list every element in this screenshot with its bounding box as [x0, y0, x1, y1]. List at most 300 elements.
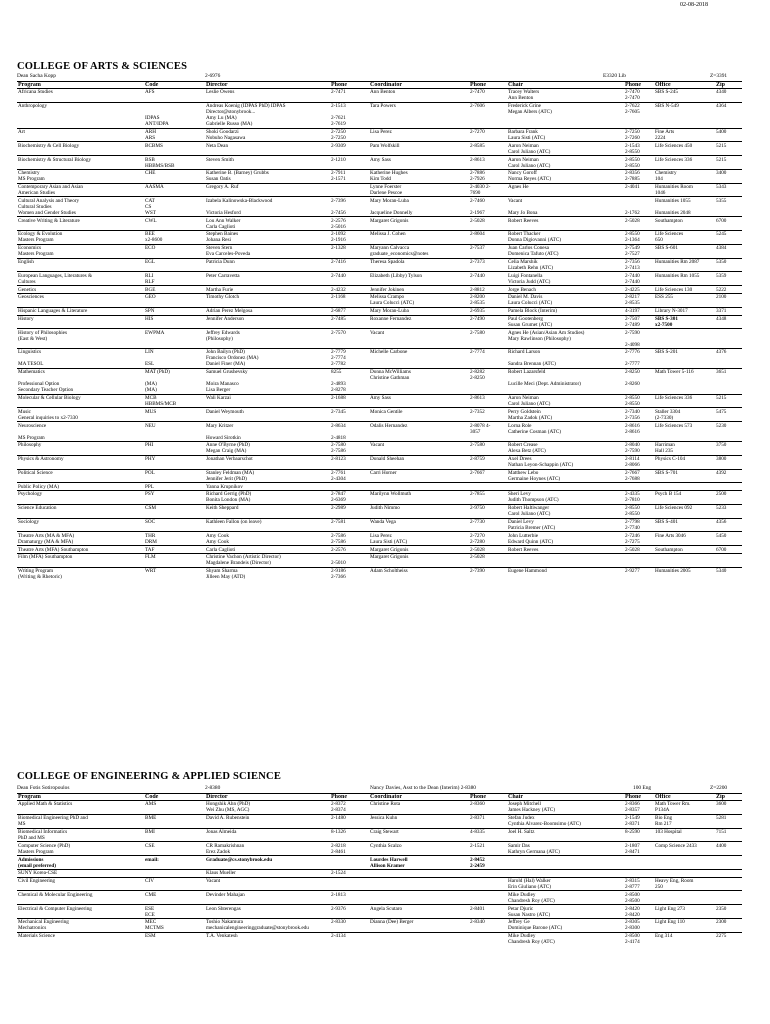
- cell-director-phone: 2-8634 2-4818: [330, 422, 369, 442]
- cell-coordinator-phone: 2-5028: [469, 217, 507, 231]
- cell-coordinator: Marilynn Wollmuth: [369, 491, 469, 505]
- cell-chair: Axel Drees Nathan Leyon-Schappin (ATC): [507, 455, 624, 469]
- cell-zip: 3651: [715, 368, 742, 394]
- eng-asst: Nancy Davies, Asst to the Dean (Interim) 2-8380: [370, 785, 476, 791]
- cell-program: Science Education: [17, 504, 144, 518]
- cell-coordinator-phone: 2-7270 2-7280: [469, 532, 507, 546]
- cell-chair-phone: 2-1762: [624, 197, 654, 217]
- cell-zip: 5400: [715, 128, 742, 142]
- table-row: [17, 518, 742, 532]
- cell-coordinator-phone: 2-8200 2-8535: [469, 293, 507, 307]
- cell-zip: 4340: [715, 89, 742, 103]
- cell-zip: 3400: [715, 169, 742, 183]
- cell-coordinator: Elizabeth (Libby) Tylson: [369, 272, 469, 286]
- cell-office: [654, 891, 715, 905]
- arts-dean-line: [17, 72, 742, 81]
- cell-coordinator: Vacant: [369, 329, 469, 349]
- cell-program: Biochemistry & Structural Biology: [17, 156, 144, 170]
- cell-coordinator: Margaret Grigonis: [369, 217, 469, 231]
- cell-director: Adrian Perez Melgosa: [205, 307, 330, 315]
- cell-director: Stephen Baines Johana Resi: [205, 231, 330, 245]
- cell-coordinator-phone: 2-8340: [469, 919, 507, 933]
- cell-chair: Richard Larson Sandra Brennan (ATC): [507, 349, 624, 369]
- cell-coordinator-phone: 2-7774: [469, 349, 507, 369]
- cell-director-phone: 2-7485: [330, 315, 369, 329]
- cell-director: Mary Kritzer Howard Sirotkin: [205, 422, 330, 442]
- cell-zip: 4392: [715, 469, 742, 483]
- cell-director: Steven Stern Eva Carceles-Poveda: [205, 244, 330, 258]
- cell-director-phone: 2-9376: [330, 905, 369, 919]
- cell-office: Staller 3304 (2-7330): [654, 408, 715, 422]
- cell-office: Life Sciences 450: [654, 142, 715, 156]
- cell-code: MAT (PhD) (MA) (MA): [144, 368, 205, 394]
- cell-coordinator-phone: 2-7886 2-7926: [469, 169, 507, 183]
- cell-chair: Jeffrey Ge Dominique Barone (ATC): [507, 919, 624, 933]
- cell-director: Shoki Goodarzi Nobuho Nagasawa: [205, 128, 330, 142]
- cell-director: Carla Caglioti: [205, 546, 330, 554]
- cell-director-phone: 2-1480: [330, 814, 369, 828]
- cell-chair-phone: 2-7250 2-7260: [624, 128, 654, 142]
- cell-program: Biochemistry & Cell Biology: [17, 142, 144, 156]
- cell-director-phone: 2-7581: [330, 518, 369, 532]
- cell-chair: Aaron Neiman Carol Juliano (ATC): [507, 156, 624, 170]
- cell-chair: Lorna Role Catherine Cosman (ATC): [507, 422, 624, 442]
- eng-zip: Z=2200: [710, 785, 728, 791]
- cell-director: Kathleen Fallon (on leave): [205, 518, 330, 532]
- cell-code: SOC: [144, 518, 205, 532]
- eng-dean: Dean Fotis Sotiropoulos: [17, 785, 70, 791]
- cell-coordinator: Mary Moran-Luba Jacqueline Donnelly: [369, 197, 469, 217]
- table-row: [17, 891, 742, 905]
- cell-chair: John Lutterbie Edward Quinn (ATC): [507, 532, 624, 546]
- cell-director: Shyam Sharma Jilleen May (ATD): [205, 567, 330, 580]
- cell-chair: Robert Reeves: [507, 546, 624, 554]
- cell-chair: [507, 869, 624, 877]
- cell-chair-phone: 8-2590: [624, 828, 654, 842]
- arts-header-office: Office: [654, 82, 715, 89]
- cell-zip: 4356: [715, 518, 742, 532]
- cell-director-phone: 2-8123: [330, 455, 369, 469]
- cell-chair: Stefan Judex Cynthia Alvarez-Boomsimo (ATC): [507, 814, 624, 828]
- table-row: [17, 349, 742, 369]
- cell-chair-phone: 2-4335 2-7810: [624, 491, 654, 505]
- cell-zip: 7151: [715, 828, 742, 842]
- arts-zip: Z=3391: [710, 73, 728, 79]
- cell-zip: [715, 554, 742, 568]
- cell-zip: 5215: [715, 156, 742, 170]
- cell-office: Bio Eng Rm 217: [654, 814, 715, 828]
- cell-office: Humanities Rm 1055: [654, 272, 715, 286]
- cell-code: HIS: [144, 315, 205, 329]
- table-row: [17, 828, 742, 842]
- cell-code: SPN: [144, 307, 205, 315]
- cell-chair: Robert Haltiwanger Carol Juliano (ATC): [507, 504, 624, 518]
- cell-zip: 2100: [715, 293, 742, 307]
- cell-program: Biomedical Informatics PhD and MS: [17, 828, 144, 842]
- cell-coordinator: Angela Scutaro: [369, 905, 469, 919]
- cell-code: BME: [144, 814, 205, 828]
- cell-program: Music General inquiries to x2-7330: [17, 408, 144, 422]
- table-row: [17, 814, 742, 828]
- cell-chair-phone: [624, 554, 654, 568]
- cell-chair-phone: 2-7590 2-4098: [624, 329, 654, 349]
- cell-program: Geosciences: [17, 293, 144, 307]
- arts-dean-phone: 2-6976: [205, 73, 221, 79]
- cell-coordinator-phone: 2-7490: [469, 315, 507, 329]
- cell-coordinator-phone: 2-7270: [469, 128, 507, 142]
- table-row: [17, 394, 742, 408]
- cell-chair-phone: 2-4041: [624, 183, 654, 197]
- cell-coordinator: Margaret Grigonis: [369, 554, 469, 568]
- cell-director-phone: 2-7779 2-7774 2-7782: [330, 349, 369, 369]
- arts-header-director: Director: [205, 82, 330, 89]
- cell-coordinator-phone: 2-8613: [469, 394, 507, 408]
- cell-coordinator-phone: [469, 932, 507, 945]
- cell-chair-phone: [624, 856, 654, 870]
- cell-program: Molecular & Cellular Biology: [17, 394, 144, 408]
- table-row: [17, 258, 742, 272]
- cell-coordinator-phone: [469, 877, 507, 891]
- cell-coordinator: Melissa J. Cohen: [369, 231, 469, 245]
- cell-coordinator: Craig Stewart: [369, 828, 469, 842]
- table-row: [17, 128, 742, 142]
- cell-director: Jonas Almeida: [205, 828, 330, 842]
- cell-zip: 3371: [715, 307, 742, 315]
- cell-director-phone: 2-1513 2-7621 2-7619: [330, 102, 369, 128]
- cell-program: Mathematics Professional Option Secondary Teacher Option: [17, 368, 144, 394]
- cell-coordinator-phone: 2-8613: [469, 156, 507, 170]
- cell-chair-phone: 2-7776 2-7777: [624, 349, 654, 369]
- cell-coordinator: [369, 932, 469, 945]
- eng-header-director: Director: [205, 794, 330, 801]
- cell-chair-phone: 2-8500 2-8500: [624, 891, 654, 905]
- cell-director: Devinder Mahajan: [205, 891, 330, 905]
- cell-program: Neuroscience MS Program: [17, 422, 144, 442]
- cell-director-phone: 2-7570: [330, 329, 369, 349]
- cell-chair: Samir Das Kathryn Germana (ATC): [507, 842, 624, 856]
- cell-program: Mechanical Engineering Mechatronics: [17, 919, 144, 933]
- cell-office: Humanities Room 1046: [654, 183, 715, 197]
- cell-coordinator: Mary Moran-Luba: [369, 307, 469, 315]
- cell-chair-phone: 2-7622 2-7605: [624, 102, 654, 128]
- cell-director: Hongshik Ahn (PhD) Wei Zhu (MS, AGC): [205, 801, 330, 815]
- table-row: [17, 197, 742, 217]
- cell-code: [144, 869, 205, 877]
- cell-director-phone: 2-7761 2-4304: [330, 469, 369, 483]
- cell-program: History of Philosophies (East & West): [17, 329, 144, 349]
- cell-director: Timothy Glotch: [205, 293, 330, 307]
- cell-zip: [715, 856, 742, 870]
- cell-chair: [507, 554, 624, 568]
- cell-coordinator: Jessica Kuhn: [369, 814, 469, 828]
- cell-zip: 3750: [715, 441, 742, 455]
- cell-code: ARH ARS: [144, 128, 205, 142]
- cell-office: SBS S-401: [654, 518, 715, 532]
- cell-zip: 4400: [715, 842, 742, 856]
- cell-zip: 5343: [715, 183, 742, 197]
- cell-coordinator-phone: 2-8078 4- 3057: [469, 422, 507, 442]
- cell-coordinator: Lisa Perez: [369, 128, 469, 142]
- cell-director: Christine Vachon (Artistic Director) Magdalene Brandeis (Director): [205, 554, 330, 568]
- cell-coordinator-phone: 2-5028: [469, 546, 507, 554]
- cell-coordinator: Dianna (Dee) Berger: [369, 919, 469, 933]
- cell-zip: [715, 483, 742, 491]
- cell-zip: [715, 891, 742, 905]
- cell-coordinator: Melissa Crampo Laura Colucci (ATC): [369, 293, 469, 307]
- table-row: [17, 286, 742, 294]
- cell-director-phone: 2-2576 2-5016: [330, 217, 369, 231]
- cell-office: Life Sciences 336: [654, 394, 715, 408]
- table-row: [17, 483, 742, 491]
- cell-director: Jonathan Verbaarschot: [205, 455, 330, 469]
- table-row: [17, 142, 742, 156]
- cell-program: Civil Engineering: [17, 877, 144, 891]
- cell-office: Library N-3017: [654, 307, 715, 315]
- eng-header-coordinator-phone: Phone: [469, 794, 507, 801]
- cell-office: Math Tower 5-116: [654, 368, 715, 394]
- cell-director: Lou Ann Walker Carla Caglioti: [205, 217, 330, 231]
- cell-zip: 5450: [715, 532, 742, 546]
- cell-director: Toshio Nakamura mechanicalengineeringgraduate@stonybrook.edu: [205, 919, 330, 933]
- cell-zip: 4348: [715, 315, 742, 329]
- table-row: [17, 919, 742, 933]
- cell-director-phone: 2-7250 2-7250: [330, 128, 369, 142]
- cell-coordinator: Tara Powers: [369, 102, 469, 128]
- cell-chair: Frederick Grine Megan Albers (ATC): [507, 102, 624, 128]
- cell-chair: Petar Djuric Susan Nastro (ATC): [507, 905, 624, 919]
- cell-coordinator: Lynne Foerster Darlene Pescoe: [369, 183, 469, 197]
- cell-coordinator: Carri Horner: [369, 469, 469, 483]
- cell-coordinator-phone: 2-9750: [469, 504, 507, 518]
- cell-chair: Matthew Lebo Germaine Hoynes (ATC): [507, 469, 624, 483]
- cell-chair-phone: 2-8217 2-8535: [624, 293, 654, 307]
- table-row: [17, 532, 742, 546]
- cell-coordinator: [369, 483, 469, 491]
- cell-chair: Joseph Mitchell James Hackney (ATC): [507, 801, 624, 815]
- cell-director: Katherine B. (Barney) Grubbs Susan Oatis: [205, 169, 330, 183]
- cell-zip: 6700: [715, 546, 742, 554]
- arts-header-row: [17, 82, 742, 89]
- cell-coordinator-phone: 4-8335: [469, 828, 507, 842]
- cell-code: BEE x2-8600: [144, 231, 205, 245]
- cell-program: Electrical & Computer Engineering: [17, 905, 144, 919]
- cell-zip: 5215: [715, 394, 742, 408]
- cell-coordinator-phone: 2-7352: [469, 408, 507, 422]
- cell-program: Genetics: [17, 286, 144, 294]
- cell-program: Contemporary Asian and Asian American Studies: [17, 183, 144, 197]
- cell-zip: 2500: [715, 491, 742, 505]
- cell-program: Physics & Astronomy: [17, 455, 144, 469]
- cell-chair: Aaron Neiman Carol Juliano (ATC): [507, 394, 624, 408]
- cell-office: Life Sciences 336: [654, 156, 715, 170]
- table-row: [17, 217, 742, 231]
- cell-coordinator-phone: 2-8401: [469, 905, 507, 919]
- cell-chair: Nancy Goroff Norma Reyes (ATC): [507, 169, 624, 183]
- eng-room: 100 Eng: [633, 785, 652, 791]
- cell-zip: 5215: [715, 142, 742, 156]
- cell-program: Cultural Analysis and Theory Cultural Studies Women and Gender Studies: [17, 197, 144, 217]
- cell-coordinator-phone: 2-8604: [469, 231, 507, 245]
- cell-office: Light Eng 273: [654, 905, 715, 919]
- cell-director: Leslie Owens: [205, 89, 330, 103]
- cell-program: SUNY Korea-CSE: [17, 869, 144, 877]
- cell-code: CWL: [144, 217, 205, 231]
- cell-program: Theatre Arts (MFA) Southampton: [17, 546, 144, 554]
- table-row: [17, 183, 742, 197]
- cell-director: Peter Carravetta: [205, 272, 330, 286]
- cell-chair: Celia Marshik Lizabeth Rehn (ATC): [507, 258, 624, 272]
- cell-chair-phone: 2-7356 2-7413: [624, 258, 654, 272]
- cell-chair-phone: 2-8305 2-8300: [624, 919, 654, 933]
- cell-director: Graduate@cs.stonybrook.edu: [205, 856, 330, 870]
- cell-code: THR DRM: [144, 532, 205, 546]
- cell-program: Africana Studies: [17, 89, 144, 103]
- eng-dean-phone: 2-8380: [205, 785, 221, 791]
- cell-director: Yanna Krupnikov: [205, 483, 330, 491]
- cell-code: LIN ESL: [144, 349, 205, 369]
- cell-chair: Sheri Levy Judith Thompson (ATC): [507, 491, 624, 505]
- cell-program: Anthropology: [17, 102, 144, 128]
- cell-director: Steven Smith: [205, 156, 330, 170]
- cell-code: PPL: [144, 483, 205, 491]
- cell-director-phone: [330, 483, 369, 491]
- cell-chair: Mike Dudley Chandresh Roy (ATC): [507, 891, 624, 905]
- cell-coordinator: Margaret Grigonis: [369, 546, 469, 554]
- cell-chair: Robert Crease Alexa Betz (ATC): [507, 441, 624, 455]
- cell-program: History: [17, 315, 144, 329]
- cell-coordinator-phone: 2-7730: [469, 518, 507, 532]
- arts-header-zip: Zip: [715, 82, 742, 89]
- cell-office: SBS S-201: [654, 349, 715, 369]
- cell-coordinator-phone: 2-7537: [469, 244, 507, 258]
- cell-code: EWPMA: [144, 329, 205, 349]
- cell-office: [654, 483, 715, 491]
- cell-code: BSB HBBMS/BSB: [144, 156, 205, 170]
- cell-code: TAF: [144, 546, 205, 554]
- cell-zip: 2350: [715, 905, 742, 919]
- cell-director: Richard Gerrig (PhD) Bonita London (MA): [205, 491, 330, 505]
- cell-coordinator-phone: [469, 891, 507, 905]
- cell-chair-phone: 2-8250 2-8260: [624, 368, 654, 394]
- cell-zip: [715, 869, 742, 877]
- table-row: [17, 856, 742, 870]
- cell-coordinator-phone: 2-6935: [469, 307, 507, 315]
- cell-zip: [715, 877, 742, 891]
- cell-program: Applied Math & Statistics: [17, 801, 144, 815]
- table-row: [17, 546, 742, 554]
- cell-coordinator: Adam Scholtheiss: [369, 567, 469, 580]
- cell-chair-phone: 2-9277: [624, 567, 654, 580]
- cell-program: Chemistry MS Program: [17, 169, 144, 183]
- cell-office: Math Tower Rm. P134A: [654, 801, 715, 815]
- cell-director: John Bailyn (PhD) Francisco Ordonez (MA) Daniel Finer (MA): [205, 349, 330, 369]
- table-row: [17, 877, 742, 891]
- cell-coordinator: Cynthia Scalzo: [369, 842, 469, 856]
- cell-code: AASMA: [144, 183, 205, 197]
- cell-zip: 5350: [715, 258, 742, 272]
- cell-chair-phone: 2-8040 2-7590: [624, 441, 654, 455]
- cell-chair-phone: 2-5028: [624, 546, 654, 554]
- cell-chair-phone: 2-8356 2-7885: [624, 169, 654, 183]
- cell-office: Life Sciences 573: [654, 422, 715, 442]
- cell-code: BMI: [144, 828, 205, 842]
- eng-section: [17, 771, 742, 946]
- cell-zip: 6700: [715, 217, 742, 231]
- cell-chair-phone: 2-7507 2-7489: [624, 315, 654, 329]
- cell-director-phone: 2-4134: [330, 932, 369, 945]
- cell-coordinator-phone: 2-5028: [469, 554, 507, 568]
- cell-director-phone: 2-7345: [330, 408, 369, 422]
- cell-zip: 5230: [715, 422, 742, 442]
- cell-chair-phone: 2-7798 2-7740: [624, 518, 654, 532]
- arts-header-coordinator: Coordinator: [369, 82, 469, 89]
- cell-program: Biomedical Engineering PhD and MS: [17, 814, 144, 828]
- cell-office: Physics C-104: [654, 455, 715, 469]
- cell-director-phone: 2-1210: [330, 156, 369, 170]
- cell-office: Psych B 154: [654, 491, 715, 505]
- cell-code: CHE: [144, 169, 205, 183]
- cell-program: English: [17, 258, 144, 272]
- cell-chair: Harold (Hal) Walker Erin Giuliano (ATC): [507, 877, 624, 891]
- cell-chair-phone: 2-8550 2-1364: [624, 231, 654, 245]
- cell-office: [654, 329, 715, 349]
- cell-office: SBS S-245: [654, 89, 715, 103]
- table-row: [17, 441, 742, 455]
- cell-chair: [507, 483, 624, 491]
- cell-director: Wali Karzai: [205, 394, 330, 408]
- cell-director: David A. Rubenstein: [205, 814, 330, 828]
- cell-code: PHI: [144, 441, 205, 455]
- cell-program: Writing Program (Writing & Rhetoric): [17, 567, 144, 580]
- cell-director: Klaus Mueller: [205, 869, 330, 877]
- cell-office: Southampton: [654, 546, 715, 554]
- cell-chair-phone: 2-1807 2-8471: [624, 842, 654, 856]
- cell-director: Martha Furie: [205, 286, 330, 294]
- cell-chair-phone: 2-8315 2-8777: [624, 877, 654, 891]
- cell-code: MEC MCTMS: [144, 919, 205, 933]
- cell-coordinator: [369, 891, 469, 905]
- cell-director-phone: 2-1524: [330, 869, 369, 877]
- cell-chair-phone: 4-3197: [624, 307, 654, 315]
- cell-coordinator: Maryann Calvacca graduate_economics@notes: [369, 244, 469, 258]
- table-row: [17, 408, 742, 422]
- cell-director: Stanley Feldman (MA) Jennifer Jerit (PhD): [205, 469, 330, 483]
- cell-coordinator-phone: 2-8812: [469, 286, 507, 294]
- cell-code: RLI RLF: [144, 272, 205, 286]
- cell-coordinator: Theresa Spadola: [369, 258, 469, 272]
- table-row: [17, 504, 742, 518]
- table-row: [17, 554, 742, 568]
- cell-chair: Vacant Mary Jo Bona: [507, 197, 624, 217]
- cell-coordinator: Lisa Perez Laura Sisti (ATC): [369, 532, 469, 546]
- cell-office: SBS S-601: [654, 244, 715, 258]
- cell-program: Psychology: [17, 491, 144, 505]
- eng-header-coordinator: Coordinator: [369, 794, 469, 801]
- cell-zip: 3800: [715, 455, 742, 469]
- table-row: [17, 422, 742, 442]
- cell-code: CIV: [144, 877, 205, 891]
- cell-director-phone: 2-1168: [330, 293, 369, 307]
- cell-office: [654, 554, 715, 568]
- cell-code: AFS: [144, 89, 205, 103]
- cell-chair: Robert Reeves: [507, 217, 624, 231]
- cell-director-phone: [330, 183, 369, 197]
- cell-chair-phone: 2-8114 2-8066: [624, 455, 654, 469]
- cell-director-phone: 2-1813: [330, 891, 369, 905]
- cell-coordinator-phone: 2-7580: [469, 329, 507, 349]
- cell-code: email:: [144, 856, 205, 870]
- cell-coordinator: Katherine Hughes Kim Todd: [369, 169, 469, 183]
